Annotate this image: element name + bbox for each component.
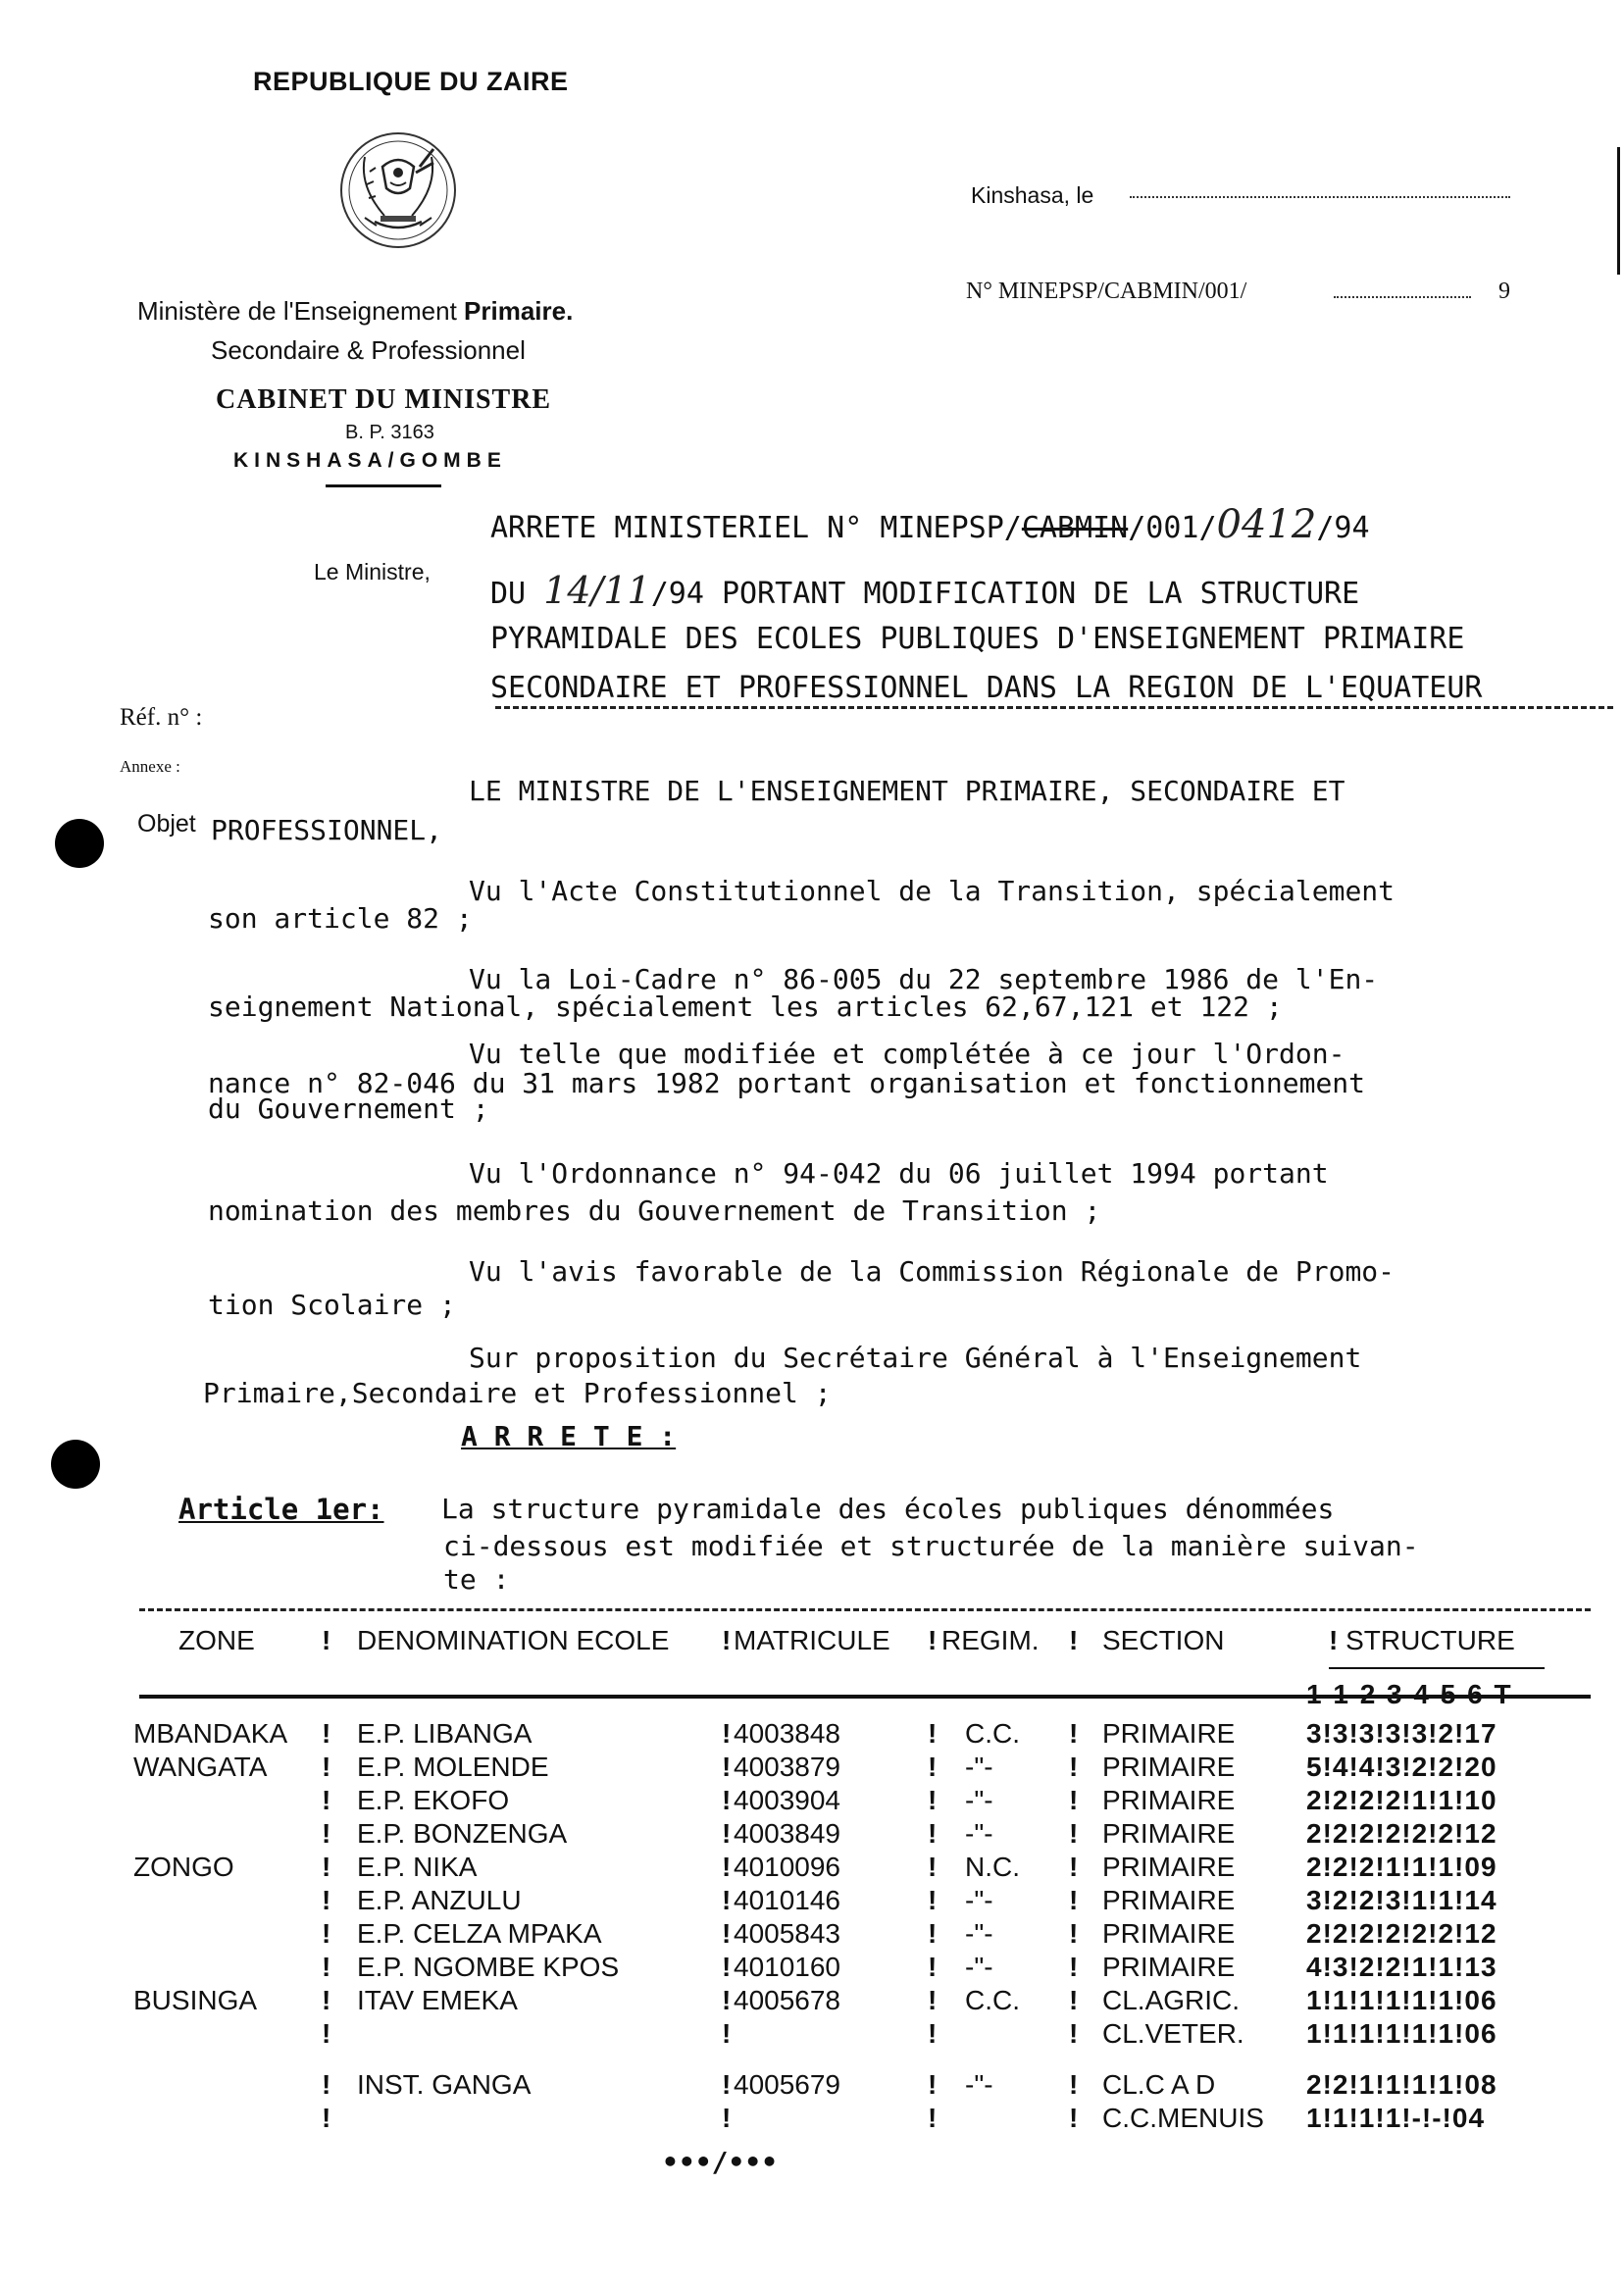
cell-section: PRIMAIRE (1102, 1785, 1236, 1815)
col-separator: ! (928, 2103, 938, 2133)
article-line-2: ci-dessous est modifiée et structurée de la manière suivan- (443, 1530, 1419, 1562)
arrete-handwritten-number: 0412 (1216, 502, 1317, 547)
col-separator: ! (722, 1625, 732, 1655)
col-separator: ! (1069, 2103, 1079, 2133)
cell-matricule: 4003879 (734, 1752, 841, 1782)
col-separator: ! (928, 1785, 938, 1815)
col-separator: ! (928, 1952, 938, 1982)
cell-school: E.P. MOLENDE (357, 1752, 549, 1782)
cell-regime: -"- (965, 2069, 993, 2100)
arrete-handwritten-day: 14 (543, 569, 591, 612)
col-separator: ! (1069, 1752, 1079, 1782)
col-header-regime: REGIM. (941, 1625, 1040, 1655)
col-separator: ! (722, 1885, 732, 1915)
objet-label: Objet (137, 810, 196, 838)
cell-regime: -"- (965, 1885, 993, 1915)
col-header-matricule: MATRICULE (734, 1625, 890, 1655)
city-line: KINSHASA/GOMBE (233, 449, 507, 472)
cell-matricule: 4005843 (734, 1918, 841, 1949)
col-separator: ! (322, 2069, 331, 2100)
le-ministre-label: Le Ministre, (314, 559, 431, 584)
col-separator: ! (322, 1985, 331, 2015)
col-separator: ! (722, 1752, 732, 1782)
col-separator: ! (1069, 1718, 1079, 1749)
postal-box: B. P. 3163 (345, 422, 434, 443)
col-separator: ! (928, 1625, 938, 1655)
body-p7-line2: Primaire,Secondaire et Professionnel ; (203, 1377, 832, 1409)
col-separator: ! (322, 1918, 331, 1949)
ref-label: Réf. n° : (120, 704, 203, 731)
ministry-line-1-normal: Ministère de l'Enseignement (137, 296, 465, 326)
coat-of-arms-icon (326, 127, 471, 255)
col-separator: ! (722, 1718, 732, 1749)
col-separator: ! (928, 1752, 938, 1782)
reference-number: N° MINEPSP/CABMIN/001/ (966, 279, 1247, 304)
cell-structure: 2!2!1!1!1!1!08 (1306, 2069, 1497, 2100)
cell-structure: 4!3!2!2!1!1!13 (1306, 1952, 1497, 1982)
col-separator: ! (1069, 1985, 1079, 2015)
arrete-title-line-1 (490, 502, 1370, 547)
cell-matricule: 4003904 (734, 1785, 841, 1815)
col-separator: ! (928, 2069, 938, 2100)
cell-structure: 1!1!1!1!1!1!06 (1306, 2018, 1497, 2049)
col-separator: ! (1069, 2069, 1079, 2100)
annexe-label: Annexe : (120, 757, 180, 776)
col-separator: ! (322, 1785, 331, 1815)
cell-school: ITAV EMEKA (357, 1985, 518, 2015)
col-separator: ! (928, 1885, 938, 1915)
structure-label: STRUCTURE (1345, 1625, 1515, 1655)
col-separator: ! (928, 1818, 938, 1849)
col-separator: ! (722, 2103, 732, 2133)
cell-section: PRIMAIRE (1102, 1752, 1236, 1782)
col-separator: ! (928, 1718, 938, 1749)
cell-regime: -"- (965, 1818, 993, 1849)
col-separator: ! (1069, 1952, 1079, 1982)
col-separator: ! (928, 1985, 938, 2015)
table-header-rule (139, 1695, 1591, 1699)
structure-underline (1329, 1667, 1545, 1669)
arrete-title-line-2 (490, 569, 1359, 612)
col-header-structure (1329, 1625, 1515, 1656)
col-header-zone: ZONE (178, 1625, 255, 1655)
republic-heading: REPUBLIQUE DU ZAIRE (253, 67, 569, 96)
cell-matricule: 4005678 (734, 1985, 841, 2015)
date-dotted-line (1130, 196, 1510, 198)
body-p7-line1: Sur proposition du Secrétaire Général à l'Enseignement (469, 1342, 1362, 1374)
col-separator: ! (722, 1818, 732, 1849)
cell-section: CL.AGRIC. (1102, 1985, 1241, 2015)
cell-section: C.C.MENUIS (1102, 2103, 1264, 2133)
title-dashed-rule (495, 706, 1613, 709)
body-p6-line2: tion Scolaire ; (208, 1289, 456, 1321)
arrete-l2-rest: /94 PORTANT MODIFICATION DE LA STRUCTURE (650, 577, 1360, 611)
cell-zone: WANGATA (133, 1752, 268, 1782)
cell-zone: BUSINGA (133, 1985, 258, 2015)
cell-structure: 5!4!4!3!2!2!20 (1306, 1752, 1497, 1782)
cell-regime: -"- (965, 1918, 993, 1949)
col-separator: ! (322, 1625, 331, 1655)
arrete-title-line-4: SECONDAIRE ET PROFESSIONNEL DANS LA REGION DE L'EQUATEUR (490, 671, 1483, 705)
arrete-title-line-3: PYRAMIDALE DES ECOLES PUBLIQUES D'ENSEIGNEMENT PRIMAIRE (490, 622, 1465, 656)
body-p6-line1: Vu l'avis favorable de la Commission Régionale de Promo- (469, 1255, 1396, 1288)
col-separator: ! (322, 1952, 331, 1982)
arrete-handwritten-month: 11 (603, 569, 651, 612)
col-separator: ! (322, 1852, 331, 1882)
cell-structure: 1!1!1!1!-!-!04 (1306, 2103, 1486, 2133)
cell-regime: -"- (965, 1952, 993, 1982)
cell-structure: 3!3!3!3!3!2!17 (1306, 1718, 1497, 1749)
cell-structure: 2!2!2!1!1!1!09 (1306, 1852, 1497, 1882)
cell-section: PRIMAIRE (1102, 1885, 1236, 1915)
col-separator: ! (322, 1818, 331, 1849)
cell-school: E.P. CELZA MPAKA (357, 1918, 602, 1949)
cell-section: CL.VETER. (1102, 2018, 1244, 2049)
cell-zone: ZONGO (133, 1852, 234, 1882)
cell-regime: C.C. (965, 1985, 1020, 2015)
col-separator: ! (1069, 1918, 1079, 1949)
structure-bar: ! (1329, 1625, 1346, 1655)
col-separator: ! (722, 1985, 732, 2015)
cell-school: E.P. NIKA (357, 1852, 478, 1882)
col-header-denomination: DENOMINATION ECOLE (357, 1625, 670, 1655)
cell-section: PRIMAIRE (1102, 1852, 1236, 1882)
col-separator: ! (1069, 1818, 1079, 1849)
cell-regime: -"- (965, 1752, 993, 1782)
cell-regime: C.C. (965, 1718, 1020, 1749)
cell-section: PRIMAIRE (1102, 1818, 1236, 1849)
ministry-line-1 (137, 296, 573, 327)
scan-edge-mark (1617, 147, 1620, 275)
body-p1-line2: PROFESSIONNEL, (211, 814, 443, 846)
body-p5-line1: Vu l'Ordonnance n° 94-042 du 06 juillet 1994 portant (469, 1157, 1329, 1190)
col-header-section: SECTION (1102, 1625, 1225, 1655)
arrete-prefix: ARRETE MINISTERIEL N° MINEPSP/ (490, 511, 1022, 545)
col-separator: ! (722, 2069, 732, 2100)
col-separator: ! (722, 1952, 732, 1982)
cell-structure: 3!2!2!3!1!1!14 (1306, 1885, 1497, 1915)
cell-section: PRIMAIRE (1102, 1952, 1236, 1982)
city-underline (326, 484, 441, 487)
continuation-marker: •••/••• (662, 2146, 779, 2178)
col-separator: ! (322, 2103, 331, 2133)
col-separator: ! (322, 1885, 331, 1915)
cell-school: E.P. EKOFO (357, 1785, 510, 1815)
cell-school: E.P. BONZENGA (357, 1818, 568, 1849)
arrete-heading: A R R E T E : (461, 1420, 677, 1452)
col-separator: ! (928, 1852, 938, 1882)
cell-section: CL.C A D (1102, 2069, 1216, 2100)
col-separator: ! (322, 1718, 331, 1749)
cell-school: INST. GANGA (357, 2069, 532, 2100)
cabinet-heading: CABINET DU MINISTRE (216, 384, 552, 415)
col-separator: ! (322, 1752, 331, 1782)
body-p3-line1: Vu la Loi-Cadre n° 86-005 du 22 septembre 1986 de l'En- (469, 963, 1379, 995)
cell-matricule: 4005679 (734, 2069, 841, 2100)
cell-matricule: 4010096 (734, 1852, 841, 1882)
col-separator: ! (1069, 1852, 1079, 1882)
arrete-mid: /001/ (1128, 511, 1217, 545)
cell-matricule: 4010146 (734, 1885, 841, 1915)
article-line-3: te : (443, 1563, 510, 1596)
body-p3-line2: seignement National, spécialement les articles 62,67,121 et 122 ; (208, 991, 1283, 1023)
col-separator: ! (722, 2018, 732, 2049)
cell-matricule: 4003849 (734, 1818, 841, 1849)
col-separator: ! (1069, 1885, 1079, 1915)
article-line-1: La structure pyramidale des écoles publiques dénommées (441, 1493, 1335, 1525)
col-separator: ! (928, 1918, 938, 1949)
body-p5-line2: nomination des membres du Gouvernement de Transition ; (208, 1194, 1101, 1227)
cell-matricule: 4010160 (734, 1952, 841, 1982)
reference-number-suffix: 9 (1498, 279, 1510, 304)
col-separator: ! (1069, 1785, 1079, 1815)
cell-regime: N.C. (965, 1852, 1020, 1882)
cell-section: PRIMAIRE (1102, 1718, 1236, 1749)
body-p4-line3: du Gouvernement ; (208, 1092, 489, 1125)
cell-structure: 2!2!2!2!1!1!10 (1306, 1785, 1497, 1815)
cell-zone: MBANDAKA (133, 1718, 288, 1749)
cell-section: PRIMAIRE (1102, 1918, 1236, 1949)
arrete-suffix: /94 (1316, 511, 1370, 545)
col-separator: ! (1069, 2018, 1079, 2049)
cell-matricule: 4003848 (734, 1718, 841, 1749)
cell-school: E.P. ANZULU (357, 1885, 522, 1915)
article-title: Article 1er: (178, 1493, 384, 1526)
body-p4-line1: Vu telle que modifiée et complétée à ce jour l'Ordon- (469, 1038, 1345, 1070)
ministry-line-1-bold: Primaire. (464, 296, 574, 326)
ministry-line-2: Secondaire & Professionnel (211, 335, 526, 365)
col-separator: ! (1069, 1625, 1079, 1655)
cell-school: E.P. NGOMBE KPOS (357, 1952, 620, 1982)
body-p2-line2: son article 82 ; (208, 902, 473, 935)
date-separator: / (590, 569, 604, 612)
place-date-label: Kinshasa, le (971, 182, 1094, 208)
col-separator: ! (928, 2018, 938, 2049)
body-p2-line1: Vu l'Acte Constitutionnel de la Transition, spécialement (469, 875, 1396, 907)
table-top-rule (139, 1608, 1591, 1611)
col-separator: ! (322, 2018, 331, 2049)
reference-dotted-line (1334, 296, 1471, 298)
col-separator: ! (722, 1785, 732, 1815)
body-p1-line1: LE MINISTRE DE L'ENSEIGNEMENT PRIMAIRE, SECONDAIRE ET (469, 775, 1345, 807)
punch-hole-top (55, 819, 104, 868)
punch-hole-bottom (51, 1440, 100, 1489)
cell-school: E.P. LIBANGA (357, 1718, 533, 1749)
arrete-struck: CABMIN (1021, 511, 1129, 545)
cell-structure: 2!2!2!2!2!2!12 (1306, 1918, 1497, 1949)
arrete-du: DU (490, 577, 544, 611)
body-p4-line2: nance n° 82-046 du 31 mars 1982 portant organisation et fonctionnement (208, 1067, 1366, 1099)
col-separator: ! (722, 1918, 732, 1949)
col-separator: ! (722, 1852, 732, 1882)
cell-structure: 2!2!2!2!2!2!12 (1306, 1818, 1497, 1849)
cell-structure: 1!1!1!1!1!1!06 (1306, 1985, 1497, 2015)
cell-regime: -"- (965, 1785, 993, 1815)
